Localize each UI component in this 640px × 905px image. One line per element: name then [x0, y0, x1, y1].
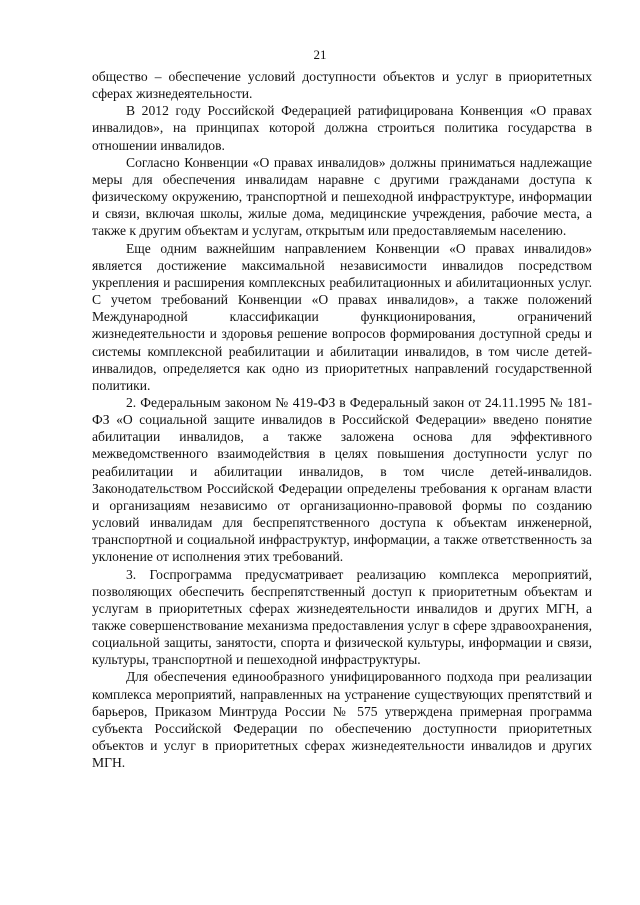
- page-number: 21: [313, 47, 327, 62]
- paragraph-federal-law: 2. Федеральным законом № 419-ФЗ в Федеральный закон от 24.11.1995 № 181-ФЗ «О социальной защите инвалидов в Российской Федерации» введено понятие абилитации инвалидов, а также заложена основа для эффективного межведомственного взаимодействия в целях повышения доступности услуг по реабилитации и абилитации инвалидов, в том числе детей-инвалидов. Законодательством Российской Федерации определены требования к органам власти и организациям независимо от организационно-правовой формы по созданию условий инвалидам для беспрепятственного доступа к объектам инженерной, транспортной и социальной инфраструктур, информации, а также ответственность за уклонение от исполнения этих требований.: [92, 394, 592, 565]
- paragraph-convention-measures: Согласно Конвенции «О правах инвалидов» должны приниматься надлежащие меры для обеспечения инвалидам наравне с другими гражданами доступа к физическому окружению, транспортной и пешеходной инфраструктуре, информации и связи, включая школы, жилые дома, медицинские учреждения, рабочие места, а также к другим объектам и услугам, открытым или предоставляемым населению.: [92, 154, 592, 239]
- paragraph-convention-independence: Еще одним важнейшим направлением Конвенции «О правах инвалидов» является достижение максимальной независимости инвалидов посредством укрепления и расширения комплексных реабилитационных и абилитационных услуг. С учетом требований Конвенции «О правах инвалидов», а также положений Международной классификации функционирования, ограничений жизнедеятельности и здоровья решение вопросов формирования доступной среды и системы комплексной реабилитации и абилитации инвалидов, в том числе детей-инвалидов, определяется как одно из приоритетных направлений государственной политики.: [92, 240, 592, 393]
- document-body: [92, 68, 592, 771]
- paragraph-convention-ratification: В 2012 году Российской Федерацией ратифицирована Конвенция «О правах инвалидов», на принципах которой должна строиться политика государства в отношении инвалидов.: [92, 103, 592, 153]
- paragraph-state-program: 3. Госпрограмма предусматривает реализацию комплекса мероприятий, позволяющих обеспечить беспрепятственный доступ к приоритетным объектам и услугам в приоритетных сферах жизнедеятельности инвалидов и других МГН, а также совершенствование механизма предоставления услуг в сфере здравоохранения, социальной защиты, занятости, спорта и физической культуры, информации и связи, культуры, транспортной и пешеходной инфраструктуры.: [92, 566, 592, 668]
- paragraph-continuation: общество – обеспечение условий доступности объектов и услуг в приоритетных сферах жизнедеятельности.: [92, 69, 592, 102]
- paragraph-model-program: Для обеспечения единообразного унифицированного подхода при реализации комплекса мероприятий, направленных на устранение существующих препятствий и барьеров, Приказом Минтруда России № 575 утверждена примерная программа субъекта Российской Федерации по обеспечению доступности приоритетных объектов и услуг в приоритетных сферах жизнедеятельности инвалидов и других МГН.: [92, 669, 592, 771]
